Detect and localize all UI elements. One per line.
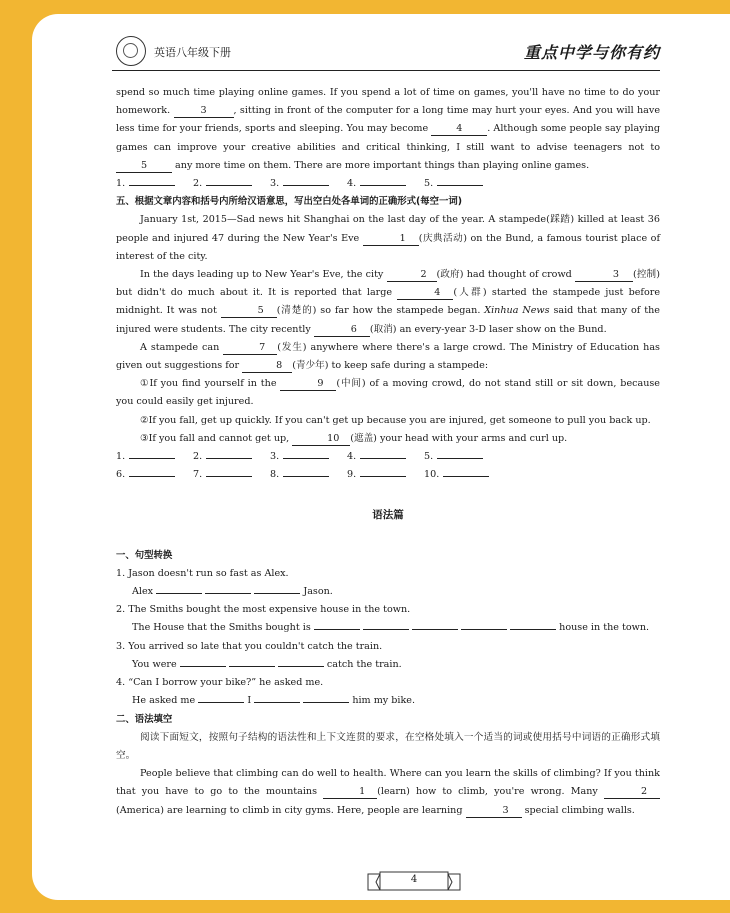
blank-5[interactable]: 5	[116, 160, 172, 173]
blank-7[interactable]: 7	[223, 342, 277, 355]
passage-a: spend so much time playing online games. If you spend a lot of time on games, you'll have no time to do your homework. 3 , sitting in front of the computer for a long time may hurt your eyes. And you will have less time for your friends, sports and sleeping. You may become 4 . Although some people say playing games can improve your creative abilities and critical thinking, I still want to advise teenagers not to 5 any more time on them. There are more important things than playing online games.	[116, 87, 660, 171]
answer-line[interactable]	[437, 175, 483, 186]
brand-title: 重点中学与你有约	[523, 43, 660, 62]
question-4-answer: He asked me I him my bike.	[132, 695, 416, 707]
answer-line[interactable]	[283, 175, 329, 186]
blank-3[interactable]: 3	[466, 805, 522, 818]
answer-line[interactable]	[437, 448, 483, 459]
blank-1[interactable]: 1	[323, 786, 377, 799]
answer-row: 1. 2. 3. 4. 5.	[116, 175, 660, 193]
grammar-title: 语法篇	[372, 509, 404, 522]
answer-line[interactable]	[360, 448, 406, 459]
section5-para-4: ①If you find yourself in the 9 (中间) of a moving crowd, do not stand still or sit down, because you could easily get injured.	[116, 378, 660, 408]
answer-line[interactable]	[283, 466, 329, 477]
section5-para-6: ③If you fall and cannot get up, 10 (遮盖) your head with your arms and curl up.	[140, 432, 568, 444]
part2-passage: People believe that climbing can do well to health. Where can you learn the skills of climbing? If you think that you have to go to the mountains 1 (learn) how to climb, you're wrong. Many 2(America) are learning to climb in city gyms. Here, people are learning 3 special climbing walls.	[116, 768, 660, 816]
question-3-answer: You were catch the train.	[132, 658, 402, 670]
question-1-answer: Alex Jason.	[132, 586, 333, 598]
news-source: Xinhua News	[484, 305, 550, 317]
answer-line[interactable]	[360, 175, 406, 186]
blank-9[interactable]: 9	[280, 378, 336, 391]
section5-para-3: A stampede can 7 (发生) anywhere where there's a large crowd. The Ministry of Education has given out suggestions for 8 (青少年) to keep safe during a stampede:	[116, 341, 660, 372]
answer-row: 1. 2. 3. 4. 5.	[116, 448, 660, 466]
question-2: 2. The Smiths bought the most expensive house in the town.	[116, 604, 411, 616]
page-number: 4	[366, 871, 462, 893]
answer-line[interactable]	[206, 448, 252, 459]
blank-2[interactable]: 2	[604, 786, 660, 799]
blank-1[interactable]: 1	[363, 233, 419, 246]
answer-row: 6. 7. 8. 9. 10.	[116, 466, 660, 484]
blank-4[interactable]: 4	[397, 287, 453, 300]
answer-line[interactable]	[443, 466, 489, 477]
page-header	[112, 36, 660, 71]
blank-5[interactable]: 5	[221, 305, 277, 318]
blank-3[interactable]: 3	[575, 269, 633, 282]
answer-line[interactable]	[129, 175, 175, 186]
question-3: 3. You arrived so late that you couldn't catch the train.	[116, 640, 383, 652]
section5-title: 五、根据文章内容和括号内所给汉语意思，写出空白处各单词的正确形式(每空一词)	[116, 196, 463, 208]
school-logo-icon	[116, 36, 146, 66]
answer-line[interactable]	[129, 466, 175, 477]
answer-line[interactable]	[129, 448, 175, 459]
blank-4[interactable]: 4	[431, 123, 487, 136]
section5-para-5: ②If you fall, get up quickly. If you can't get up because you are injured, get someone to pull you back up.	[140, 414, 651, 426]
question-4: 4. “Can I borrow your bike?” he asked me.	[116, 677, 324, 689]
blank-8[interactable]: 8	[242, 360, 292, 373]
part1-title: 一、句型转换	[116, 549, 173, 561]
question-2-answer: The House that the Smiths bought is house in the town.	[132, 622, 650, 634]
blank-10[interactable]: 10	[292, 433, 350, 446]
answer-line[interactable]	[206, 175, 252, 186]
section5-para-1: January 1st, 2015—Sad news hit Shanghai on the last day of the year. A stampede(踩踏) killed at least 36 people and injured 47 during the New Year's Eve 1 (庆典活动) on the Bund, a famous tourist place of interest of the city.	[116, 214, 660, 262]
answer-line[interactable]	[360, 466, 406, 477]
page-sheet	[32, 14, 730, 900]
book-title: 英语八年级下册	[154, 46, 231, 59]
section5-para-2: In the days leading up to New Year's Eve, the city 2 (政府) had thought of crowd 3 (控制) but didn't do much about it. It is reported that large 4 (人群) started the stampede just before midnight. It was not 5 (清楚的) so far how the stampede began. Xinhua News said that many of the injured were students. The city recently 6 (取消) an every-year 3-D laser show on the Bund.	[116, 269, 661, 335]
blank-6[interactable]: 6	[314, 324, 370, 337]
blank-3[interactable]: 3	[174, 105, 234, 118]
question-1: 1. Jason doesn't run so fast as Alex.	[116, 567, 289, 579]
answer-line[interactable]	[283, 448, 329, 459]
blank-2[interactable]: 2	[387, 269, 437, 282]
part2-intro: 阅读下面短文，按照句子结构的语法性和上下文连贯的要求，在空格处填入一个适当的词或使用括号中词语的正确形式填空。	[116, 731, 660, 761]
answer-line[interactable]	[206, 466, 252, 477]
page-content	[116, 84, 660, 820]
part2-title: 二、语法填空	[116, 713, 173, 725]
